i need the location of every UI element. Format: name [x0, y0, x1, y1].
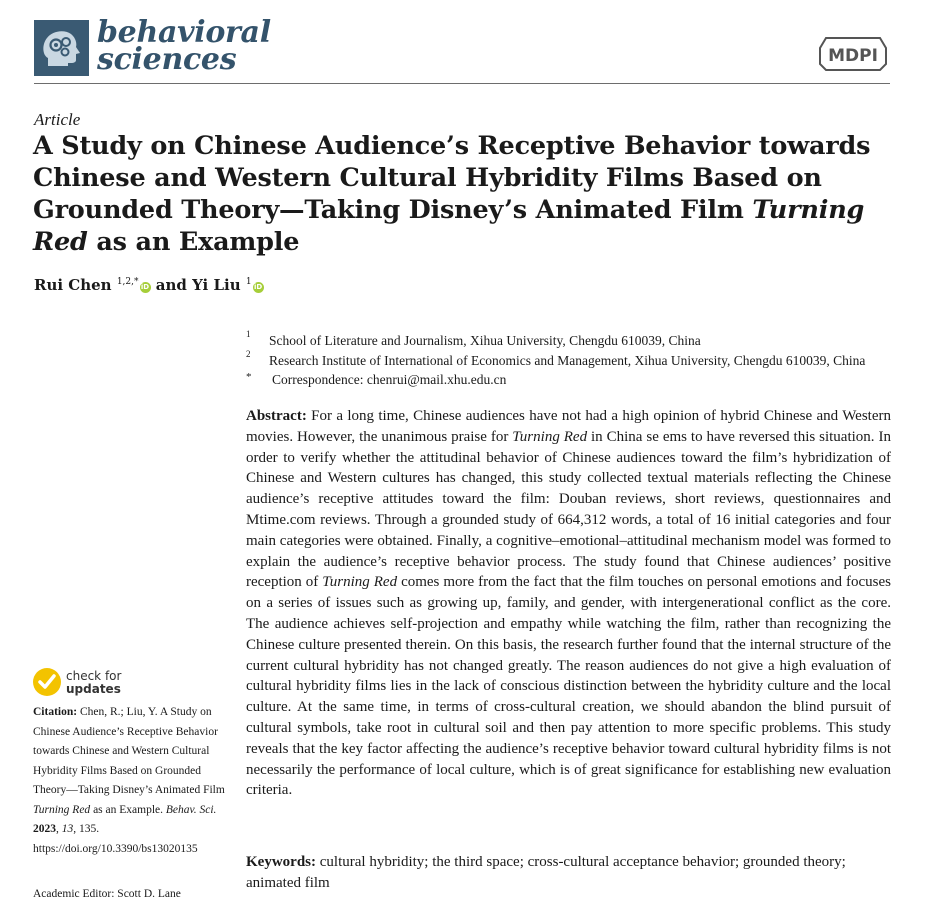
- author-list: [34, 276, 264, 294]
- article-type: Article: [34, 110, 81, 129]
- abstract-text: comes more from the fact that the film touches on personal emotions and focuses on a series of issues such as growing up, family, and gender, with intergenerational conflict as the core. The audience achieves self-projection and empathy while watching the film, rather than recognizing the Chinese culture presented therein. On this basis, the research further found that the internal structure of the current cultural hybridity has not changed greatly. The reason audiences do not give a high evaluation of cultural hybridity films lies in the lack of conscious distinction between the hybridity culture and the local culture. At the same time, in terms of cross-cultural creation, we should abandon the blind pursuit of cultural symbols, take root in cultural soil and then pay attention to more specific problems. This study reveals that the key factor affecting the audience’s receptive behavior toward cultural hybridity films is not necessarily the performance of local culture, which is of great significance for establishing new evaluation criteria.: [246, 574, 891, 799]
- title-line: [33, 194, 903, 226]
- title-film-name: Red: [33, 227, 88, 257]
- title-text: as an Example: [87, 227, 300, 257]
- affiliation-marker: 2: [246, 349, 251, 359]
- keywords-text: cultural hybridity; the third space; cross-cultural acceptance behavior; grounded theory; animated film: [246, 854, 846, 891]
- title-line: Chinese and Western Cultural Hybridity Films Based on: [33, 163, 822, 193]
- check-for-updates-label: [66, 670, 121, 696]
- check-line2: updates: [66, 682, 121, 696]
- abstract-label: Abstract:: [246, 408, 307, 424]
- keywords: [246, 852, 891, 894]
- orcid-icon[interactable]: iD: [253, 283, 263, 291]
- citation-film-name: Turning Red: [33, 803, 91, 816]
- check-line1: check for: [66, 669, 122, 683]
- title-text: Grounded Theory—Taking Disney’s Animated Film: [33, 195, 753, 225]
- abstract-film-name: Turning Red: [322, 574, 398, 591]
- affiliation-marker: *: [246, 371, 252, 383]
- journal-name: [97, 15, 271, 77]
- publisher-name: MDPI: [828, 46, 878, 66]
- checkmark-badge-icon: [33, 668, 61, 696]
- author-affiliation-marker: 1,2,*: [116, 277, 139, 287]
- title-film-name: Turning: [752, 195, 865, 225]
- affiliation-text: Correspondence: chenrui@mail.xhu.edu.cn: [272, 372, 507, 387]
- header-divider: [34, 83, 890, 84]
- orcid-icon[interactable]: iD: [140, 283, 150, 291]
- abstract: [246, 406, 891, 801]
- academic-editor: Academic Editor: Scott D. Lane: [33, 888, 181, 900]
- abstract-text: in China se ems to have reversed this situation. In order to verify whether the attitudinal behavior of Chinese audiences toward the film’s hybridization of Chinese and Western cultures has changed, this study collected textual materials reflecting the Chinese audience’s receptive attitudes toward the film: Douban reviews, short reviews, questionnaires and Mtime.com reviews. Through a grounded study of 664,312 words, a total of 16 initial categories and four main categories were obtained. Finally, a cognitive–emotional–attitudinal mechanism model was formed to explain the audience’s receptive behavior process. The study found that Chinese audiences’ positive reception of: [246, 428, 891, 591]
- journal-header: [34, 15, 890, 84]
- author-connector: and: [155, 276, 187, 294]
- check-for-updates-button[interactable]: [33, 668, 143, 700]
- affiliation-marker: 1: [246, 329, 251, 339]
- title-line: [33, 226, 903, 258]
- abstract-text: For a long time, Chinese audiences have not had a high opinion of hybrid Chinese and Western movies. However, the unanimous praise for: [246, 408, 891, 445]
- citation-sep: ,: [56, 823, 62, 835]
- affiliation-text: Research Institute of International of Economics and Management, Xihua University, Chengdu 610039, China: [269, 353, 866, 368]
- article-title: [33, 130, 903, 258]
- journal-name-line1: behavioral: [97, 15, 271, 50]
- publisher-logo: [816, 34, 890, 72]
- citation-doi[interactable]: , 135. https://doi.org/10.3390/bs13020135: [33, 823, 198, 855]
- title-line: A Study on Chinese Audience’s Receptive Behavior towards: [33, 131, 871, 161]
- citation-text: as an Example.: [90, 803, 166, 816]
- abstract-film-name: Turning Red: [512, 428, 588, 445]
- citation: [33, 703, 228, 859]
- citation-volume: 13: [61, 823, 74, 835]
- author-name: Yi Liu: [192, 276, 241, 294]
- author-name: Rui Chen: [34, 276, 112, 294]
- citation-text: Chen, R.; Liu, Y. A Study on Chinese Audience’s Receptive Behavior towards Chinese and Western Cultural Hybridity Films Based on Grounded Theory—Taking Disney’s Animated Film: [33, 706, 225, 796]
- citation-label: Citation:: [33, 706, 78, 718]
- author-affiliation-marker: 1: [245, 277, 252, 287]
- citation-year: 2023: [33, 823, 56, 835]
- keywords-label: Keywords:: [246, 854, 316, 870]
- affiliation-text: School of Literature and Journalism, Xihua University, Chengdu 610039, China: [269, 333, 701, 348]
- citation-journal: Behav. Sci.: [165, 803, 217, 816]
- journal-logo: [34, 20, 89, 76]
- head-with-gears-icon: [34, 20, 89, 76]
- journal-name-line2: sciences: [97, 42, 237, 77]
